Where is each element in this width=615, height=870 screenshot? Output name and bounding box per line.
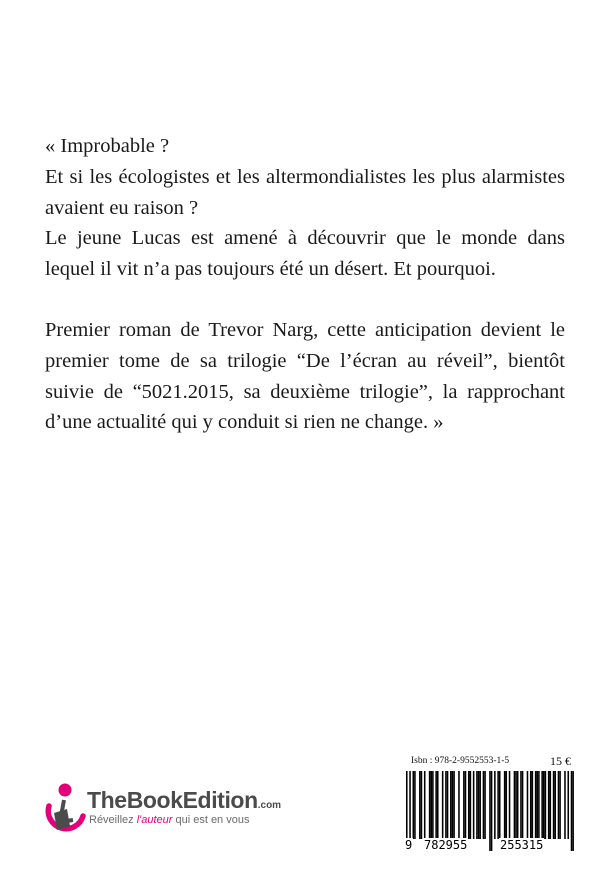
barcode-bar	[538, 771, 540, 839]
barcode-bar	[564, 771, 566, 839]
barcode-bar	[567, 771, 569, 839]
barcode-bar	[509, 771, 511, 839]
blurb-paragraph-1	[45, 131, 565, 285]
barcode-bar	[430, 771, 432, 839]
barcode-bar	[414, 771, 416, 839]
barcode-bar	[517, 771, 519, 839]
barcode-digits	[404, 838, 576, 852]
barcode-bar	[442, 771, 444, 839]
barcode-bar	[479, 771, 481, 839]
barcode-bar	[421, 771, 423, 839]
barcode-bar	[532, 771, 534, 839]
barcode-bar	[445, 771, 447, 839]
barcode-bar	[527, 771, 529, 839]
barcode-bar	[470, 771, 472, 839]
barcode-bar	[514, 771, 516, 839]
barcode-bar	[548, 771, 550, 839]
blurb-paragraph-2: Premier roman de Trevor Narg, cette anticipation devient le premier tome de sa trilogie “De l’écran au réveil”, bientôt suivie de “5021.2015, sa deuxième trilogie”, la rapprochant d’une actualité qui y conduit si rien ne change. »	[45, 318, 565, 434]
barcode-bar	[484, 771, 486, 839]
person-reading-book-icon	[40, 782, 86, 838]
barcode-bar	[499, 771, 501, 839]
barcode-bar	[435, 771, 437, 839]
price-label: 15 €	[550, 754, 571, 768]
barcode-bar	[419, 771, 421, 839]
barcode-bar	[522, 771, 524, 839]
barcode-bar	[447, 771, 449, 839]
barcode-bar	[432, 771, 434, 839]
barcode-bar	[468, 771, 470, 839]
barcode-bar	[478, 771, 480, 839]
barcode-bar	[554, 771, 556, 839]
publisher-logo	[40, 782, 340, 842]
barcode-bar	[559, 771, 561, 839]
barcode-bar	[476, 771, 478, 839]
back-cover-blurb	[45, 131, 565, 438]
barcode-bar	[558, 771, 560, 839]
barcode-bar	[520, 771, 522, 839]
barcode-bar	[473, 771, 475, 839]
barcode-bar	[553, 771, 555, 839]
barcode-bar	[541, 771, 543, 839]
barcode-bar	[543, 771, 545, 839]
barcode-bar	[429, 771, 431, 839]
barcode-bar	[504, 771, 506, 839]
barcode-digit-lead: 9	[405, 838, 413, 852]
isbn-line	[411, 756, 571, 766]
barcode-bar	[465, 771, 467, 839]
barcode-bar	[515, 771, 517, 839]
isbn-number: Isbn : 978-2-9552553-1-5	[411, 756, 510, 766]
publisher-name: TheBookEdition.com	[87, 787, 282, 813]
blurb-question: Et si les écologistes et les altermondialistes les plus alarmistes avaient eu raison ?	[45, 165, 565, 219]
barcode-bar	[550, 771, 552, 839]
barcode-bar	[424, 771, 426, 839]
barcode-bar	[453, 771, 455, 839]
publisher-tagline: Réveillez l'auteur qui est en vous	[89, 814, 250, 826]
barcode-digits-left: 782955	[424, 838, 468, 852]
barcode-bar	[450, 771, 452, 839]
barcode-bar	[545, 771, 547, 839]
barcode-bar	[494, 771, 496, 839]
barcode-bar	[506, 771, 508, 839]
barcode-bar	[458, 771, 460, 839]
blurb-quote-open: « Improbable ?	[45, 135, 170, 157]
barcode-bar	[413, 771, 415, 839]
barcode-bar	[530, 771, 532, 839]
barcode-bar	[535, 771, 537, 839]
barcode-digits-right: 255315	[500, 838, 544, 852]
barcode-bar	[463, 771, 465, 839]
barcode-bar	[437, 771, 439, 839]
barcode-bar	[536, 771, 538, 839]
blurb-plot: Le jeune Lucas est amené à découvrir que le monde dans lequel il vit n’a pas toujours été un désert. Et pourquoi.	[45, 227, 565, 281]
barcode-bar	[497, 771, 499, 839]
barcode-bar	[483, 771, 485, 839]
barcode-bar	[452, 771, 454, 839]
